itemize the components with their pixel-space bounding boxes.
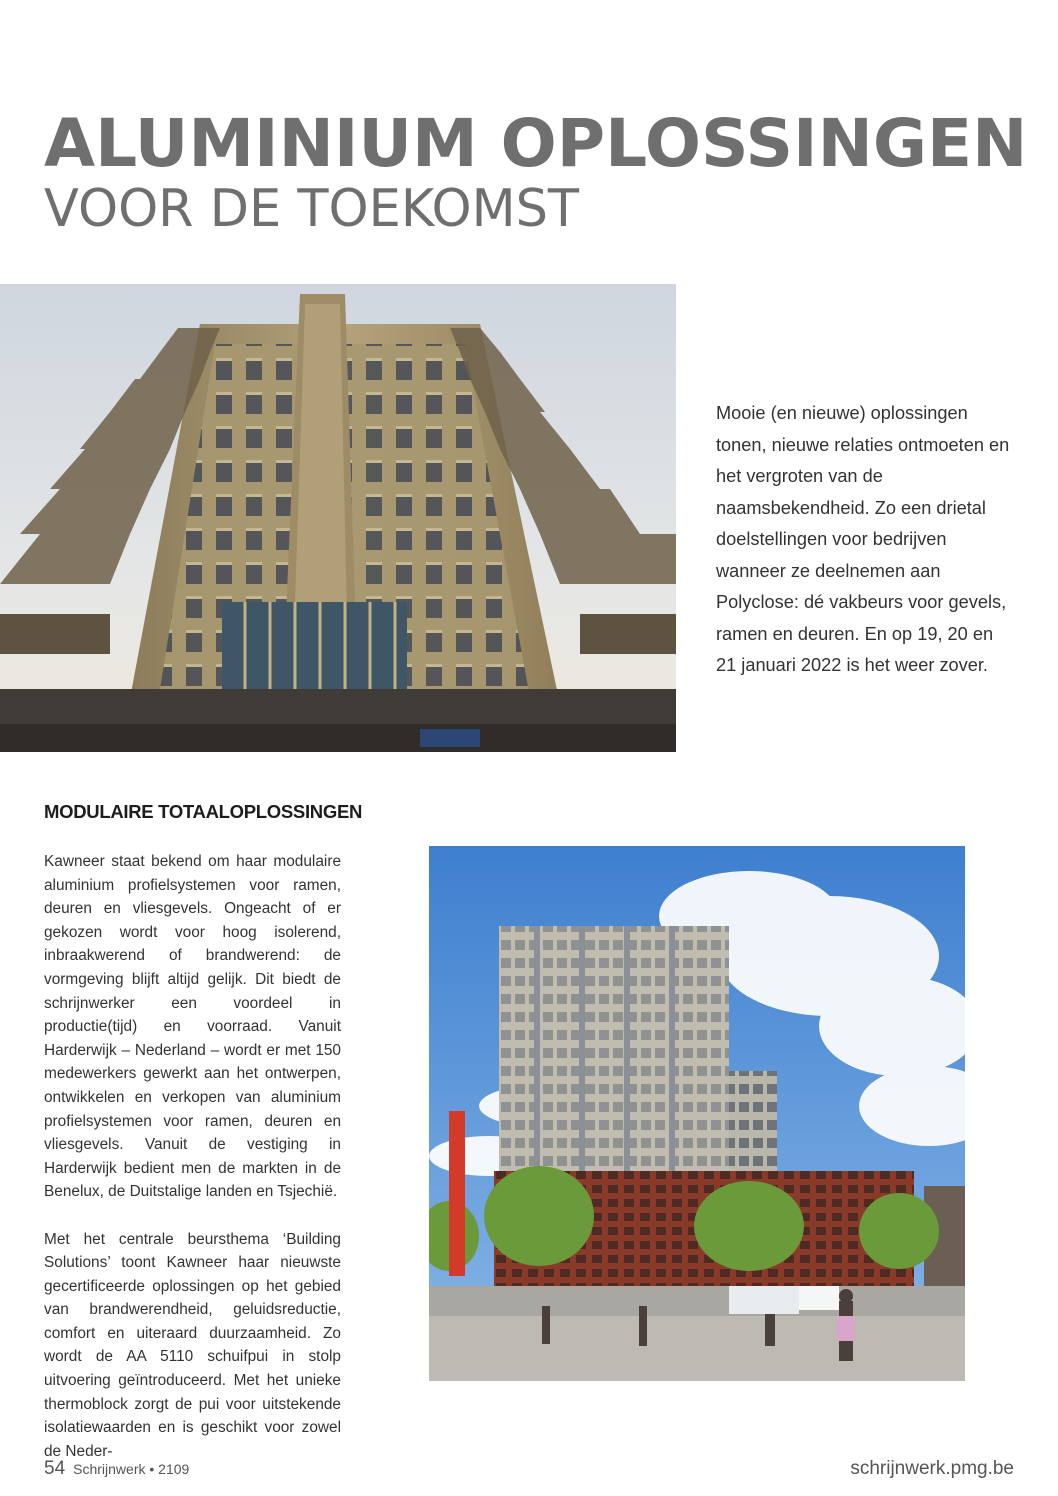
- city-square-photo: [429, 846, 965, 1381]
- body-paragraph: Met het centrale beursthema ‘Building Solutions’ toont Kawneer haar nieuwste gecertificeerde oplossingen op het gebied van brandwerendheid, geluidsreductie, comfort en uiteraard duurzaamheid. Zo wordt de AA 5110 schuifpui in stolp uitvoering geïntroduceerd. Met het unieke thermoblock zorgt de pui voor uitstekende isolatiewaarden en is geschikt voor zowel de Neder-: [44, 1230, 341, 1460]
- body-paragraph: Kawneer staat bekend om haar modulaire aluminium profielsystemen voor ramen, deuren en vliesgevels. Ongeacht of er gekozen wordt voor hoog isolerend, inbraakwerend of brandwerend: de vormgeving blijft altijd gelijk. Dit biedt de schrijnwerker een voordeel in productie(tijd) en voorraad. Vanuit Harderwijk – Nederland – wordt er met 150 medewerkers gewerkt aan het ontwerpen, ontwikkelen en verkopen van aluminium profielsystemen voor ramen, deuren en vliesgevels. Vanuit de vestiging in Harderwijk bedient men de markten in de Benelux, de Duitstalige landen en Tsjechië.: [44, 853, 341, 1201]
- section-heading: MODULAIRE TOTAALOPLOSSINGEN: [44, 801, 363, 822]
- page-number: 54: [44, 1458, 66, 1479]
- intro-text: [716, 398, 1016, 682]
- magazine-issue: Schrijnwerk • 2109: [73, 1461, 190, 1477]
- website-link[interactable]: schrijnwerk.pmg.be: [850, 1458, 1014, 1479]
- body-text: [44, 850, 341, 1487]
- page-subtitle: VOOR DE TOEKOMST: [44, 179, 580, 239]
- intro-paragraph: Mooie (en nieuwe) oplossingen tonen, nieuwe relaties ontmoeten en het vergroten van de naamsbekendheid. Zo een drietal doelstellingen voor bedrijven wanneer ze deelnemen aan Polyclose: dé vakbeurs voor gevels, ramen en deuren. En op 19, 20 en 21 januari 2022 is het weer zover.: [716, 403, 1010, 675]
- page-title: ALUMINIUM OPLOSSINGEN: [44, 105, 1028, 182]
- tower-facade-photo: [0, 284, 676, 752]
- footer-left: [44, 1458, 189, 1480]
